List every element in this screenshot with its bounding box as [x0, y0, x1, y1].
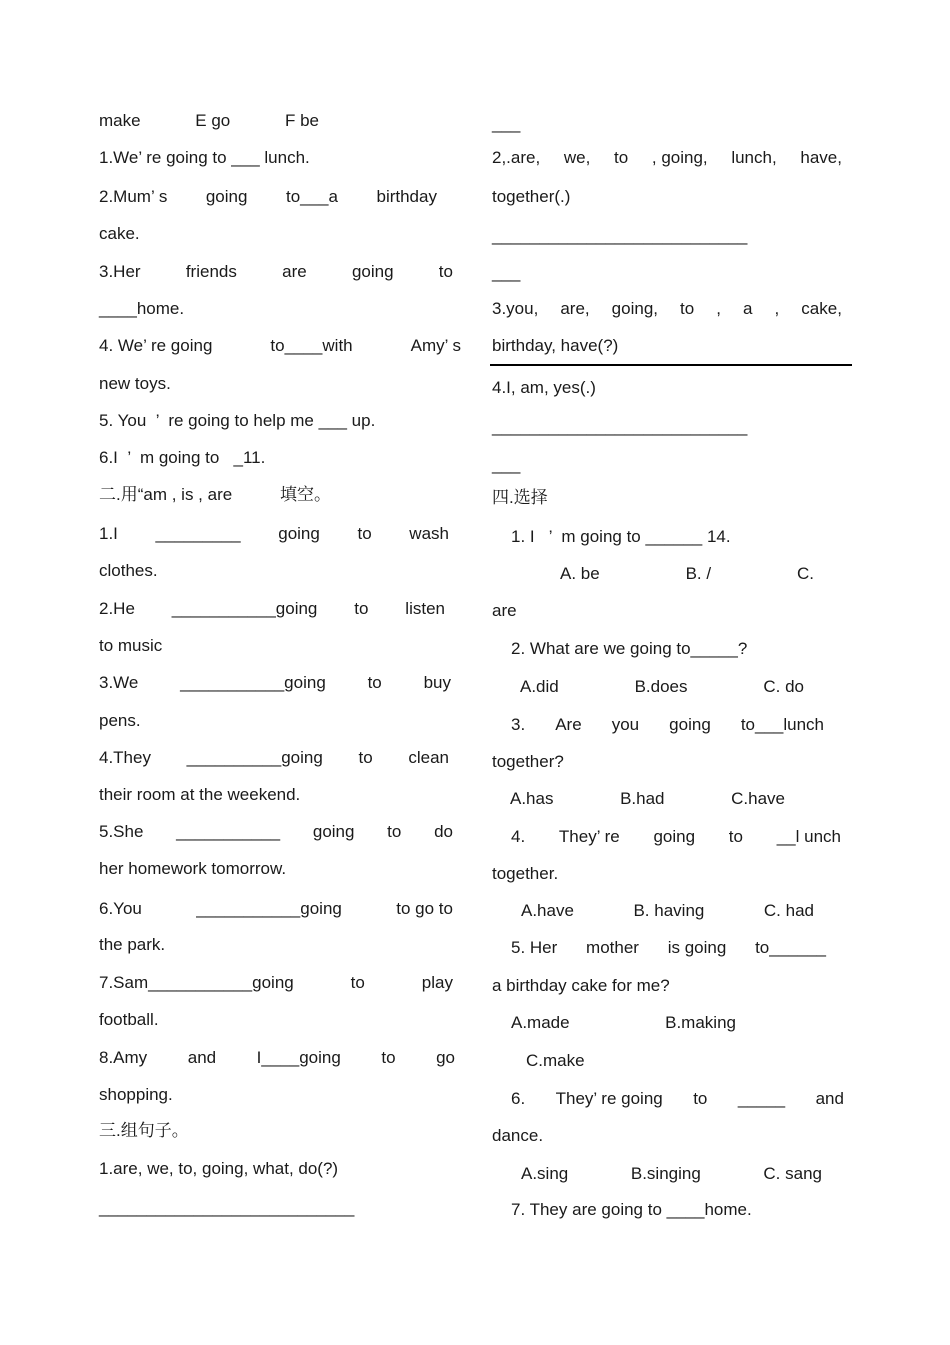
line-segment: we,: [563, 148, 591, 167]
line-segment: going: [351, 262, 394, 281]
text-line: [492, 752, 564, 772]
line-segment: 四.选择: [492, 488, 548, 507]
answer-blank: [492, 114, 520, 134]
line-segment: C.make: [526, 1051, 585, 1070]
line-segment: 7.Sam___________going: [99, 973, 294, 992]
text-line: [492, 976, 670, 996]
line-segment: to: [614, 148, 629, 167]
line-segment: ___________________________: [492, 226, 748, 245]
line-segment: Amy’ s: [410, 336, 461, 355]
line-segment: 2.He: [99, 599, 135, 618]
section-heading: [492, 488, 548, 508]
options-line: [520, 677, 804, 697]
line-segment: her homework tomorrow.: [99, 859, 287, 878]
line-segment: ____home.: [99, 299, 185, 318]
line-segment: and: [815, 1089, 844, 1108]
line-segment: together.: [492, 864, 559, 883]
line-segment: 4.They: [99, 748, 151, 767]
line-segment: 3.: [511, 715, 526, 734]
line-segment: A.has: [510, 789, 554, 808]
answer-blank: [99, 1198, 354, 1218]
line-segment: 5.She: [99, 822, 144, 841]
line-segment: you: [611, 715, 640, 734]
line-segment: 7. They are going to ____home.: [511, 1200, 752, 1219]
line-segment: __l unch: [776, 827, 841, 846]
line-segment: going: [669, 715, 711, 734]
text-line: [99, 785, 300, 805]
line-segment: to: [354, 599, 369, 618]
line-segment: to: [693, 1089, 708, 1108]
horizontal-rule: [490, 364, 852, 366]
line-segment: make: [99, 111, 141, 130]
line-segment: B. /: [685, 564, 712, 583]
line-segment: new toys.: [99, 374, 171, 393]
line-segment: to: [438, 262, 453, 281]
line-segment: ___: [492, 455, 521, 474]
line-segment: They’ re: [558, 827, 620, 846]
text-line: [99, 299, 184, 319]
line-segment: shopping.: [99, 1085, 173, 1104]
question: [511, 1089, 844, 1109]
line-segment: going: [653, 827, 696, 846]
line-segment: cake,: [801, 299, 842, 318]
line-segment: 4. We’ re going: [99, 336, 213, 355]
line-segment: together(.): [492, 187, 571, 206]
line-segment: A.sing: [521, 1164, 569, 1183]
text-line: [99, 1159, 338, 1179]
line-segment: going: [205, 187, 248, 206]
line-segment: have,: [800, 148, 842, 167]
line-segment: B.had: [620, 789, 665, 808]
line-segment: C.have: [731, 789, 785, 808]
line-segment: wash: [409, 524, 449, 543]
line-segment: to go to: [396, 899, 453, 918]
line-segment: They’ re going: [555, 1089, 663, 1108]
line-segment: to____with: [270, 336, 353, 355]
line-segment: 8.Amy: [99, 1048, 148, 1067]
question: [511, 827, 841, 847]
line-segment: 2.Mum’ s: [99, 187, 168, 206]
text-line: [492, 148, 842, 168]
line-segment: B.does: [634, 677, 688, 696]
line-segment: A.did: [520, 677, 559, 696]
line-segment: ,: [716, 299, 721, 318]
line-segment: C. do: [763, 677, 804, 696]
line-segment: 1.are, we, to, going, what, do(?): [99, 1159, 339, 1178]
text-line: [99, 448, 265, 468]
text-line: [99, 524, 449, 544]
line-segment: 1.We’ re going to ___ lunch.: [99, 148, 310, 167]
line-segment: __________going: [186, 748, 323, 767]
text-line: [492, 864, 558, 884]
text-line: [99, 262, 453, 282]
line-segment: play: [421, 973, 453, 992]
line-segment: going: [278, 524, 320, 543]
options-line: [521, 1164, 822, 1184]
line-segment: to___a: [285, 187, 338, 206]
text-line: [99, 899, 453, 919]
text-line: [492, 187, 570, 207]
line-segment: A.have: [521, 901, 574, 920]
text-line: [99, 411, 375, 431]
line-segment: to: [350, 973, 365, 992]
text-line: [99, 973, 453, 993]
line-segment: clothes.: [99, 561, 158, 580]
line-segment: Are: [555, 715, 582, 734]
options-line: [492, 601, 517, 621]
line-segment: football.: [99, 1010, 159, 1029]
options-line: [511, 1013, 736, 1033]
line-segment: going,: [611, 299, 658, 318]
line-segment: 2,.are,: [492, 148, 541, 167]
text-line: [99, 636, 162, 656]
line-segment: ___________: [176, 822, 281, 841]
line-segment: ___________going: [196, 899, 342, 918]
text-line: [99, 111, 319, 131]
line-segment: buy: [423, 673, 451, 692]
text-line: [99, 561, 158, 581]
line-segment: 4.I, am, yes(.): [492, 378, 596, 397]
line-segment: 3.you,: [492, 299, 539, 318]
line-segment: 填空。: [280, 485, 331, 504]
line-segment: 1.I: [99, 524, 118, 543]
line-segment: 三.组句子。: [99, 1121, 189, 1140]
line-segment: a birthday cake for me?: [492, 976, 670, 995]
text-line: [99, 336, 461, 356]
line-segment: are: [492, 601, 517, 620]
options-line: [526, 1051, 585, 1071]
text-line: [492, 1126, 543, 1146]
text-line: [99, 1010, 159, 1030]
line-segment: and: [187, 1048, 217, 1067]
line-segment: together?: [492, 752, 564, 771]
line-segment: to: [381, 1048, 396, 1067]
line-segment: to: [357, 524, 372, 543]
question: [511, 639, 747, 659]
line-segment: to music: [99, 636, 163, 655]
line-segment: birthday: [376, 187, 437, 206]
text-line: [99, 374, 171, 394]
line-segment: C. sang: [763, 1164, 822, 1183]
line-segment: to: [387, 822, 402, 841]
section-heading: [99, 1121, 189, 1141]
section-heading: [99, 485, 331, 505]
line-segment: to______: [755, 938, 826, 957]
text-line: [99, 673, 451, 693]
line-segment: 3.Her: [99, 262, 141, 281]
line-segment: 4.: [511, 827, 526, 846]
line-segment: ___________________________: [99, 1198, 355, 1217]
line-segment: 3.We: [99, 673, 139, 692]
question: [511, 1200, 752, 1220]
line-segment: ,: [774, 299, 780, 318]
text-line: [99, 711, 141, 731]
text-line: [99, 822, 453, 842]
line-segment: pens.: [99, 711, 141, 730]
line-segment: ___: [492, 263, 521, 282]
line-segment: E go: [195, 111, 231, 130]
line-segment: clean: [408, 748, 449, 767]
line-segment: B.making: [665, 1013, 736, 1032]
line-segment: do: [434, 822, 453, 841]
options-line: [510, 789, 785, 809]
text-line: [99, 224, 140, 244]
line-segment: dance.: [492, 1126, 544, 1145]
question: [511, 527, 731, 547]
text-line: [99, 599, 445, 619]
line-segment: C.: [797, 564, 814, 583]
text-line: [99, 187, 437, 207]
line-segment: 1. I ’ m going to ______ 14.: [511, 527, 731, 546]
text-line: [99, 1048, 455, 1068]
question: [511, 715, 824, 735]
line-segment: 二.用“am , is , are: [99, 485, 233, 504]
line-segment: 2. What are we going to_____?: [511, 639, 748, 658]
line-segment: to: [680, 299, 695, 318]
line-segment: going: [312, 822, 355, 841]
text-line: [99, 1085, 173, 1105]
line-segment: their room at the weekend.: [99, 785, 301, 804]
line-segment: birthday, have(?): [492, 336, 619, 355]
line-segment: to: [358, 748, 373, 767]
text-line: [492, 378, 596, 398]
line-segment: ___________________________: [492, 417, 748, 436]
line-segment: 5. You ’ re going to help me ___ up.: [99, 411, 376, 430]
line-segment: A. be: [560, 564, 600, 583]
text-line: [99, 935, 165, 955]
line-segment: B.singing: [630, 1164, 701, 1183]
line-segment: C. had: [763, 901, 814, 920]
line-segment: I____going: [256, 1048, 341, 1067]
line-segment: ___________going: [171, 599, 318, 618]
line-segment: mother: [586, 938, 639, 957]
line-segment: lunch,: [731, 148, 777, 167]
line-segment: _________: [155, 524, 241, 543]
line-segment: to: [728, 827, 743, 846]
text-line: [99, 148, 310, 168]
line-segment: ___________going: [180, 673, 326, 692]
answer-blank: [492, 226, 747, 246]
question: [511, 938, 826, 958]
line-segment: cake.: [99, 224, 140, 243]
options-line: [560, 564, 814, 584]
line-segment: 6.You: [99, 899, 142, 918]
line-segment: listen: [405, 599, 445, 618]
answer-blank: [492, 263, 520, 283]
text-line: [492, 299, 842, 319]
line-segment: 6.: [511, 1089, 526, 1108]
line-segment: ___: [492, 114, 521, 133]
text-line: [492, 336, 618, 356]
line-segment: go: [436, 1048, 455, 1067]
line-segment: _____: [737, 1089, 786, 1108]
line-segment: to___lunch: [740, 715, 824, 734]
line-segment: is going: [667, 938, 727, 957]
line-segment: B. having: [633, 901, 705, 920]
line-segment: 5. Her: [511, 938, 558, 957]
line-segment: 6.I ’ m going to _11.: [99, 448, 266, 467]
line-segment: friends: [185, 262, 237, 281]
answer-blank: [492, 455, 520, 475]
line-segment: A.made: [511, 1013, 570, 1032]
answer-blank: [492, 417, 747, 437]
options-line: [521, 901, 814, 921]
line-segment: to: [367, 673, 382, 692]
line-segment: the park.: [99, 935, 166, 954]
line-segment: , going,: [651, 148, 708, 167]
text-line: [99, 748, 449, 768]
line-segment: F be: [284, 111, 319, 130]
line-segment: are,: [560, 299, 590, 318]
line-segment: are: [282, 262, 307, 281]
text-line: [99, 859, 286, 879]
line-segment: a: [743, 299, 753, 318]
